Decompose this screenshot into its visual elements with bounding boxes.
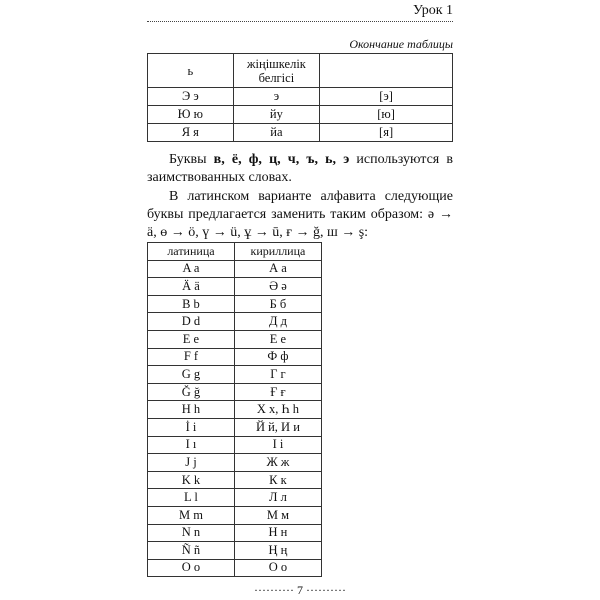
page-footer [147,583,453,598]
cyrillic-cell: М м [234,506,321,524]
cyrillic-cell: Д д [234,313,321,331]
cyrillic-cell: Ә ә [234,278,321,296]
cyrillic-cell: Ф ф [234,348,321,366]
table-cell: Я я [148,124,234,142]
latin-cell: M m [148,506,235,524]
table-row [148,124,453,142]
table-row [148,278,322,296]
table-row [148,436,322,454]
latin-cell: L l [148,489,235,507]
table-row [148,313,322,331]
cyrillic-cell: Г г [234,366,321,384]
table-cell: [ю] [320,106,453,124]
cyrillic-cell: Й й, И и [234,418,321,436]
column-header-cyrillic: кириллица [234,243,321,261]
paragraph-borrowed-letters [147,151,453,187]
footer-dots-right: ·········· [306,583,346,597]
latin-cell: J j [148,454,235,472]
table-row [148,401,322,419]
footer-dots-left: ·········· [254,583,294,597]
latin-cell: G g [148,366,235,384]
latin-cell: O o [148,559,235,577]
table-cell: Э э [148,88,234,106]
table-row [148,88,453,106]
cyrillic-cell: Ң ң [234,542,321,560]
paragraph-latin-replacements: В латинском варианте алфавита следующие буквы предлагается заменить таким образом: ә → ä, ө → ö, ү → ü, ұ → ū, ғ → ğ, ш → ş: [147,189,453,240]
cyrillic-cell: Л л [234,489,321,507]
cyrillic-cell: К к [234,471,321,489]
latin-cell: H h [148,401,235,419]
table-row [148,489,322,507]
latin-cell: F f [148,348,235,366]
table-row [148,330,322,348]
table-cell: ь [148,54,234,88]
table-header-row [148,243,322,261]
cyrillic-cell: Ж ж [234,454,321,472]
latin-cell: N n [148,524,235,542]
table-cell: [я] [320,124,453,142]
table-cell: йа [233,124,320,142]
cyrillic-cell: Б б [234,295,321,313]
cyrillic-cell: І і [234,436,321,454]
cyrillic-cell: Е е [234,330,321,348]
table-cell: Ю ю [148,106,234,124]
table-row [148,524,322,542]
cyrillic-cell: О о [234,559,321,577]
table-row [148,542,322,560]
table-cell: йу [233,106,320,124]
cyrillic-cell: Х х, Һ һ [234,401,321,419]
table-cell: жіңішкелік белгісі [233,54,320,88]
table-row [148,295,322,313]
cyrillic-cell: Н н [234,524,321,542]
table-row [148,260,322,278]
table-cell [320,54,453,88]
latin-cell: D d [148,313,235,331]
page-number: 7 [297,583,303,597]
cyrillic-cell: Ғ ғ [234,383,321,401]
paragraph-suffix: используются в заимствованных словах. [147,152,453,185]
latin-cell: E e [148,330,235,348]
paragraph-prefix: Буквы [169,152,214,167]
table-row [148,348,322,366]
column-header-latin: латиница [148,243,235,261]
latin-cell: Ğ ğ [148,383,235,401]
letters-table-end [147,53,453,142]
table-row [148,471,322,489]
table-row [148,106,453,124]
page-header [147,3,453,22]
table-cell: э [233,88,320,106]
table-row [148,366,322,384]
table-row [148,383,322,401]
table-row [148,54,453,88]
latin-cell: Ä ä [148,278,235,296]
table-cell: [э] [320,88,453,106]
latin-cell: A a [148,260,235,278]
borrowed-letters: в, ё, ф, ц, ч, ъ, ь, э [213,152,350,167]
table-row [148,506,322,524]
table-row [148,559,322,577]
latin-cell: K k [148,471,235,489]
latin-cell: Ñ ñ [148,542,235,560]
table-row [148,454,322,472]
table-row [148,418,322,436]
latin-cell: İ i [148,418,235,436]
cyrillic-cell: А а [234,260,321,278]
latin-cyrillic-table [147,242,322,577]
table-caption: Окончание таблицы [349,37,453,51]
latin-cell: B b [148,295,235,313]
latin-cell: I ı [148,436,235,454]
lesson-title: Урок 1 [413,3,453,18]
